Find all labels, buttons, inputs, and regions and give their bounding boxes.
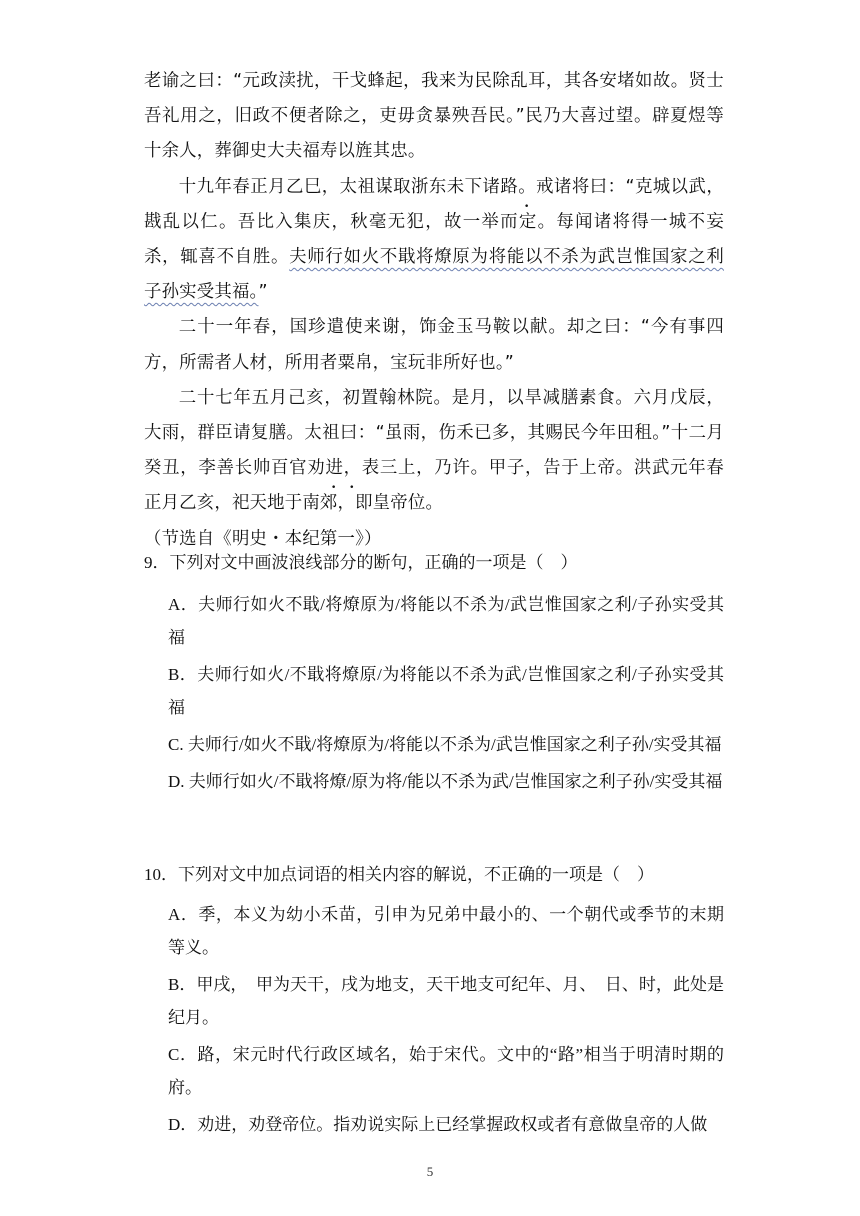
- option-d: D. 夫师行如火/不戢将燎/原为将/能以不杀为武/岂惟国家之利子孙/实受其福: [168, 772, 723, 791]
- option-c: C. 夫师行/如火不戢/将燎原为/将能以不杀为/武岂惟国家之利子孙/实受其福: [168, 735, 722, 754]
- question-stem: 10．下列对文中加点词语的相关内容的解说，不正确的一项是（ ）: [144, 865, 654, 884]
- option-b: B．甲戌， 甲为天干，戌为地支，天干地支可纪年、月、 日、时，此处是纪月。: [168, 975, 724, 1027]
- passage-source: （节选自《明史・本纪第一》）: [144, 528, 382, 549]
- wavy-underlined-sentence: 夫师行如火不戢将燎原为将能以不杀为武岂惟国家之利子孙实受其福。: [144, 247, 724, 303]
- passage-text: ，表三上，乃许。甲子，告于上帝。洪武元年春正月乙亥，祀天地于南郊，即皇帝位。: [144, 458, 725, 514]
- option-c: C．路，宋元时代行政区域名，始于宋代。文中的“路”相当于明清时期的府。: [168, 1045, 724, 1097]
- option-b: B．夫师行如火/不戢将燎原/为将能以不杀为武/岂惟国家之利/子孙实受其福: [168, 665, 724, 717]
- dotted-word-quan: 劝: [307, 458, 326, 479]
- dotted-word-lu: 路: [500, 176, 519, 197]
- question-stem: 9．下列对文中画波浪线部分的断句，正确的一项是（ ）: [144, 553, 578, 572]
- passage-text: 。戒诸将曰：“克城以武，戡乱以仁。吾比入集庆，秋毫无犯，故一举而定。每闻诸将得一城不妄杀，辄喜不自胜。: [144, 176, 724, 268]
- passage-paragraph-3: 二十一年春，国珍遣使来谢，饰金玉马鞍以献。却之曰：“今有事四方，所需者人材，所用者粟帛，宝玩非所好也。”: [144, 317, 724, 373]
- question-10: [144, 858, 724, 1141]
- dotted-word-jin: 进: [325, 458, 344, 479]
- option-a: A．季，本义为幼小禾苗，引申为兄弟中最小的、一个朝代或季节的末期等义。: [168, 905, 724, 957]
- option-a: A．夫师行如火不戢/将燎原为/将能以不杀为/武岂惟国家之利/子孙实受其福: [168, 595, 724, 647]
- question-9: [144, 546, 724, 798]
- passage-text: 十九年春正月乙巳，太祖谋取浙东未下诸: [178, 176, 501, 197]
- passage-paragraph-4: [144, 381, 724, 522]
- classical-passage: [144, 64, 724, 557]
- passage-text: ”: [258, 282, 268, 303]
- option-d: D．劝进，劝登帝位。指劝说实际上已经掌握政权或者有意做皇帝的人做: [168, 1115, 708, 1134]
- passage-paragraph-1: 老谕之曰：“元政渎扰，干戈蜂起，我来为民除乱耳，其各安堵如故。贤士吾礼用之，旧政不便者除之，吏毋贪暴殃吾民。”民乃大喜过望。辟夏煜等十余人，葬御史大夫福寿以旌其忠。: [144, 71, 724, 162]
- passage-text: 二十七年五月己亥，初置翰林院。是月，以旱减膳素食。六月戊辰，大雨，群臣请复膳。太祖曰：“虽雨，伤禾已多，其赐民今年田租。”十二月癸丑，李善长帅百官: [144, 387, 724, 479]
- page-number: 5: [426, 1164, 434, 1179]
- passage-paragraph-2: [144, 170, 724, 311]
